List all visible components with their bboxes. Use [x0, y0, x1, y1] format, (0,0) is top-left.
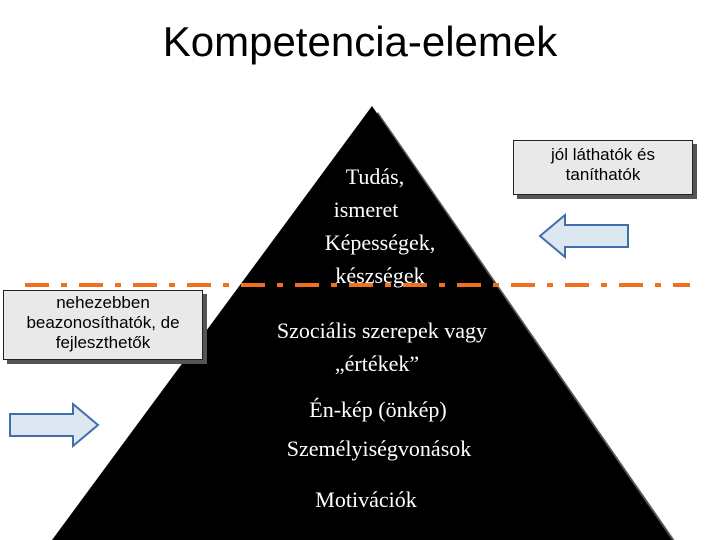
social-roles-line1: Szociális szerepek vagy [276, 318, 488, 343]
personality-traits-text: Személyiségvonások [286, 436, 472, 461]
pyramid-level-personality-traits [272, 432, 486, 465]
callout-box-visible-elements [513, 140, 693, 195]
left-pointing-arrow-icon [540, 215, 628, 257]
callout-left-line3: fejleszthetők [55, 333, 151, 352]
pyramid-level-skills [300, 226, 460, 292]
callout-box-hidden-elements [3, 290, 203, 360]
callout-left-line1: nehezebben [56, 293, 150, 312]
skills-line2: készségek [335, 263, 425, 288]
knowledge-line1: Tudás, [345, 164, 405, 189]
callout-right-line1: jól láthatók és [551, 145, 655, 164]
motivations-text: Motivációk [315, 487, 417, 512]
skills-line1: Képességek, [324, 230, 436, 255]
pyramid-level-social-roles [262, 314, 502, 380]
knowledge-line2: ismeret [333, 197, 399, 222]
self-image-text: Én-kép (önkép) [309, 397, 447, 422]
callout-left-line2: beazonosíthatók, de [26, 313, 180, 332]
social-roles-line2: „értékek” [334, 351, 420, 376]
pyramid-level-knowledge [300, 160, 450, 226]
callout-right-line2: taníthatók [565, 165, 641, 184]
right-pointing-arrow-icon [10, 404, 98, 446]
pyramid-level-motivations [296, 483, 436, 516]
slide-title: Kompetencia-elemek [162, 18, 558, 65]
pyramid-level-self-image [288, 393, 468, 426]
